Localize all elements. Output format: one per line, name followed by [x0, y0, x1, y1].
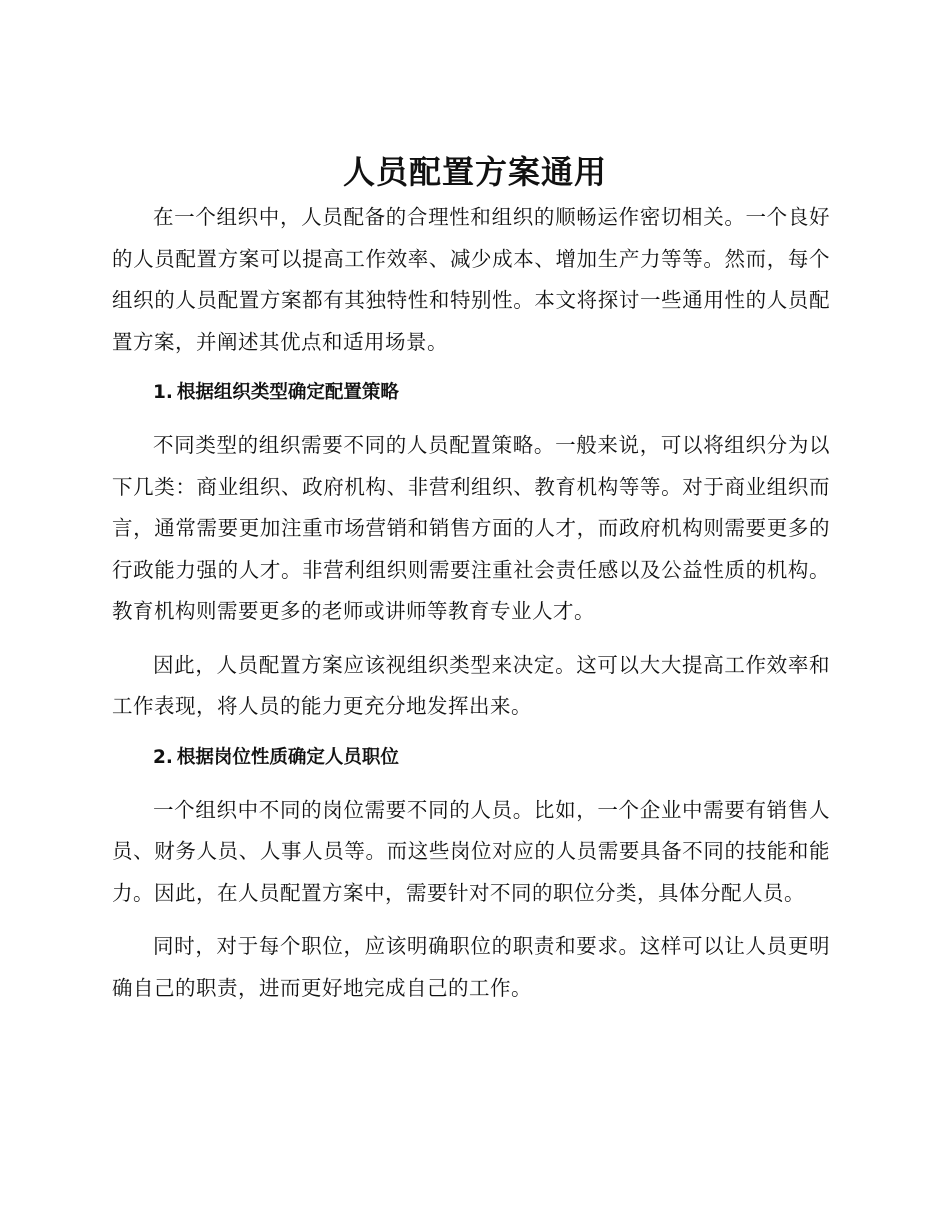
section-number: 1.: [153, 382, 173, 403]
section-1-paragraph-2: 因此，人员配置方案应该视组织类型来决定。这可以大大提高工作效率和工作表现，将人员的能力更充分地发挥出来。: [112, 652, 830, 718]
section-heading-text: 根据组织类型确定配置策略: [176, 382, 399, 403]
section-2-paragraph-2: 同时，对于每个职位，应该明确职位的职责和要求。这样可以让人员更明确自己的职责，进而更好地完成自己的工作。: [112, 934, 830, 1000]
document-title: 人员配置方案通用: [342, 153, 607, 191]
section-1-paragraph-1: 不同类型的组织需要不同的人员配置策略。一般来说，可以将组织分为以下几类：商业组织、政府机构、非营利组织、教育机构等等。对于商业组织而言，通常需要更加注重市场营销和销售方面的人才，而政府机构则需要更多的行政能力强的人才。非营利组织则需要注重社会责任感以及公益性质的机构。教育机构则需要更多的老师或讲师等教育专业人才。: [112, 433, 830, 623]
intro-paragraph: 在一个组织中，人员配备的合理性和组织的顺畅运作密切相关。一个良好的人员配置方案可以提高工作效率、减少成本、增加生产力等等。然而，每个组织的人员配置方案都有其独特性和特别性。本文将探讨一些通用性的人员配置方案，并阐述其优点和适用场景。: [112, 205, 830, 354]
section-number: 2.: [153, 746, 173, 768]
document-body: [112, 197, 830, 1021]
section-heading-text: 根据岗位性质确定人员职位: [176, 746, 399, 768]
section-heading-2: [112, 740, 830, 776]
section-2-paragraph-1: 一个组织中不同的岗位需要不同的人员。比如，一个企业中需要有销售人员、财务人员、人事人员等。而这些岗位对应的人员需要具备不同的技能和能力。因此，在人员配置方案中，需要针对不同的职位分类，具体分配人员。: [112, 797, 830, 905]
section-heading-1: [112, 375, 830, 411]
